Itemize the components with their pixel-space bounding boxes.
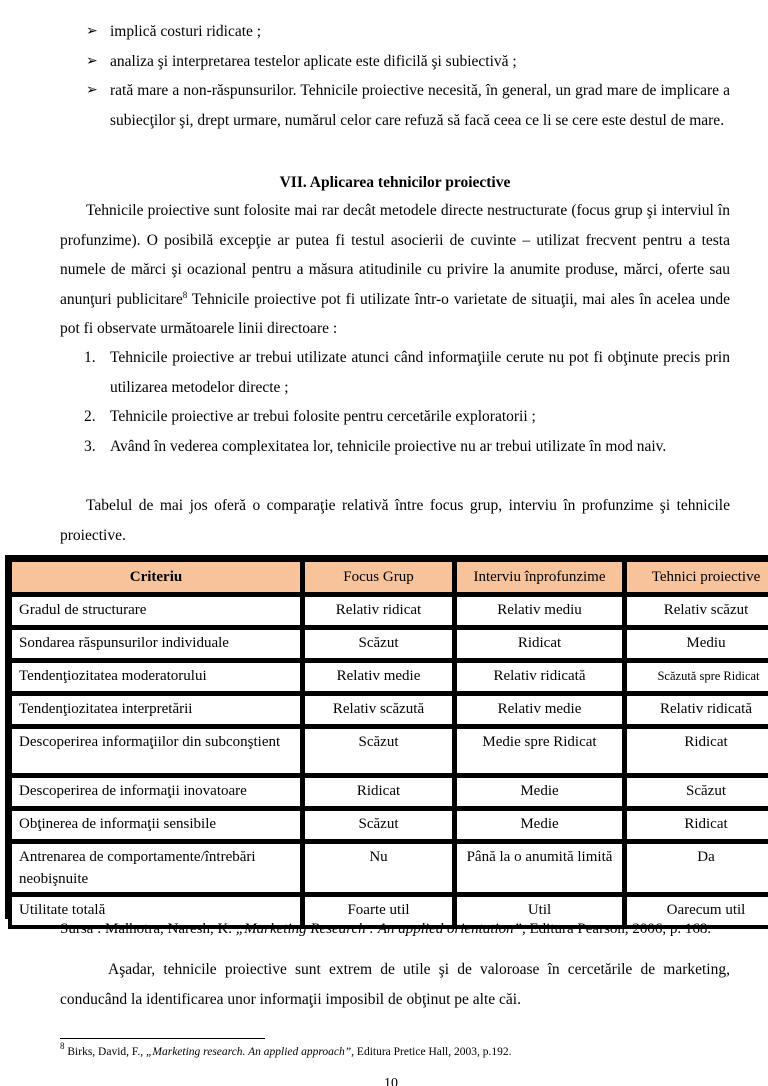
- table-row: [11, 695, 768, 725]
- table-cell: Relativ medie: [456, 695, 623, 725]
- table-row: [11, 777, 768, 807]
- arrow-bullet-icon: ➢: [86, 24, 98, 39]
- table-cell: Scăzut: [304, 810, 453, 840]
- table-cell: Ridicat: [456, 629, 623, 659]
- table-cell: Relativ scăzut: [626, 596, 768, 626]
- criterion-cell: Obţinerea de informaţii sensibile: [11, 810, 301, 840]
- table-header-row: [11, 561, 768, 593]
- table-cell: Foarte util: [304, 896, 453, 926]
- footnote-text: Birks, David, F.,: [64, 1046, 146, 1058]
- comparison-table: [5, 555, 768, 919]
- bullet-item: [86, 47, 730, 77]
- footnote-title: „Marketing research. An applied approach”: [146, 1046, 352, 1058]
- criterion-cell: Descoperirea informaţiilor din subconştient: [11, 728, 301, 774]
- list-number: 2.: [84, 408, 96, 425]
- table-cell: Scăzut: [304, 728, 453, 774]
- table-cell: Ridicat: [626, 810, 768, 840]
- footnote-reference: 8: [182, 289, 188, 300]
- page-number: 10: [384, 1076, 398, 1086]
- list-text: Tehnicile proiective ar trebui utilizate atunci când informaţiile cerute nu pot fi obţinute precis prin utilizarea metodelor directe ;: [110, 349, 730, 396]
- table-cell: Medie: [456, 810, 623, 840]
- arrow-bullet-icon: ➢: [86, 83, 98, 98]
- table-cell: Mediu: [626, 629, 768, 659]
- table-cell: Medie: [456, 777, 623, 807]
- list-item: [84, 402, 730, 432]
- table-row: [11, 843, 768, 893]
- table-intro-paragraph: Tabelul de mai jos oferă o comparaţie relativă între focus grup, interviu în profunzime şi tehnicile proiective.: [60, 497, 730, 544]
- criterion-cell: Sondarea răspunsurilor individuale: [11, 629, 301, 659]
- criterion-cell: Tendenţiozitatea interpretării: [11, 695, 301, 725]
- bullet-list: [86, 17, 730, 135]
- criterion-cell: Gradul de structurare: [11, 596, 301, 626]
- list-text: Având în vederea complexitatea lor, tehnicile proiective nu ar trebui utilizate în mod naiv.: [110, 437, 667, 455]
- bullet-text: analiza şi interpretarea testelor aplicate este dificilă şi subiectivă ;: [110, 52, 517, 70]
- table-row: [11, 596, 768, 626]
- source-text: Sursa : Malhotra, Naresh, K.: [60, 921, 236, 937]
- criterion-cell: Antrenarea de comportamente/întrebări neobişnuite: [11, 843, 301, 893]
- list-number: 3.: [84, 437, 96, 455]
- column-header: Interviu înprofunzime: [456, 561, 623, 593]
- arrow-bullet-icon: ➢: [86, 53, 98, 69]
- list-text: Tehnicile proiective ar trebui folosite pentru cercetările exploratorii ;: [110, 408, 536, 425]
- list-number: 1.: [84, 349, 96, 366]
- paragraph-text: Tehnicile proiective sunt folosite mai rar decât metodele directe nestructurate (focus grup şi interviul în profunzime). O posibilă excepţie ar putea fi testul asocierii de cuvinte – utilizat frecvent pentru a testa numele de mărci şi ocazional pentru a măsura atitudinile cu privire la anumite produse, mărci, oferte sau anunţuri publicitare: [60, 202, 730, 308]
- column-header: Tehnici proiective: [626, 561, 768, 593]
- table-cell: Oarecum util: [626, 896, 768, 926]
- table-row: [11, 662, 768, 692]
- table-row: [11, 728, 768, 774]
- footnote-divider: [60, 1038, 265, 1039]
- table-row: [11, 629, 768, 659]
- bullet-item: [86, 76, 730, 135]
- table-cell: Relativ scăzută: [304, 695, 453, 725]
- table-source: [60, 920, 730, 939]
- column-header: Criteriu: [11, 561, 301, 593]
- bullet-text: implică costuri ridicate ;: [110, 23, 262, 40]
- table-cell: Util: [456, 896, 623, 926]
- numbered-list: [84, 343, 730, 461]
- criterion-cell: Utilitate totală: [11, 896, 301, 926]
- table-cell: Ridicat: [626, 728, 768, 774]
- criterion-cell: Descoperirea de informaţii inovatoare: [11, 777, 301, 807]
- table-cell: Până la o anumită limită: [456, 843, 623, 893]
- list-item: [84, 432, 730, 462]
- footnote-text: , Editura Pretice Hall, 2003, p.192.: [351, 1046, 512, 1058]
- table-grid: [8, 558, 768, 929]
- table-cell: Scăzut: [626, 777, 768, 807]
- source-title: „Marketing Research : An applied orientation”: [235, 921, 523, 937]
- table-cell: Relativ mediu: [456, 596, 623, 626]
- bullet-item: [86, 17, 730, 47]
- table-row: [11, 810, 768, 840]
- bullet-text: rată mare a non-răspunsurilor. Tehnicile proiective necesită, în general, un grad mare de implicare a subiecţilor şi, drept urmare, numărul celor care refuză să facă ceea ce li se cere este destul de mare.: [110, 82, 730, 129]
- table-cell: Relativ ridicată: [456, 662, 623, 692]
- footnote: [60, 1041, 760, 1060]
- table-cell: Relativ ridicată: [626, 695, 768, 725]
- conclusion-paragraph: Aşadar, tehnicile proiective sunt extrem de utile şi de valoroase în cercetările de marketing, conducând la identificarea unor informaţii imposibil de obţinut pe alte căi.: [60, 961, 730, 1008]
- paragraph-text: Tehnicile proiective pot fi utilizate într-o varietate de situaţii, mai ales în acelea unde pot fi observate următoarele linii directoare :: [60, 290, 731, 337]
- table-cell: Scăzut: [304, 629, 453, 659]
- source-text: , Editura Pearson, 2006, p. 168.: [522, 921, 712, 937]
- table-cell: Relativ ridicat: [304, 596, 453, 626]
- table-cell: Nu: [304, 843, 453, 893]
- table-cell: Scăzută spre Ridicat: [626, 662, 768, 692]
- table-cell: Da: [626, 843, 768, 893]
- table-cell: Relativ medie: [304, 662, 453, 692]
- column-header: Focus Grup: [304, 561, 453, 593]
- section-heading: VII. Aplicarea tehnicilor proiective: [279, 174, 511, 191]
- intro-paragraph: [60, 196, 730, 344]
- criterion-cell: Tendenţiozitatea moderatorului: [11, 662, 301, 692]
- footnote-number: 8: [60, 1041, 65, 1051]
- list-item: [84, 343, 730, 402]
- table-cell: Medie spre Ridicat: [456, 728, 623, 774]
- table-cell: Ridicat: [304, 777, 453, 807]
